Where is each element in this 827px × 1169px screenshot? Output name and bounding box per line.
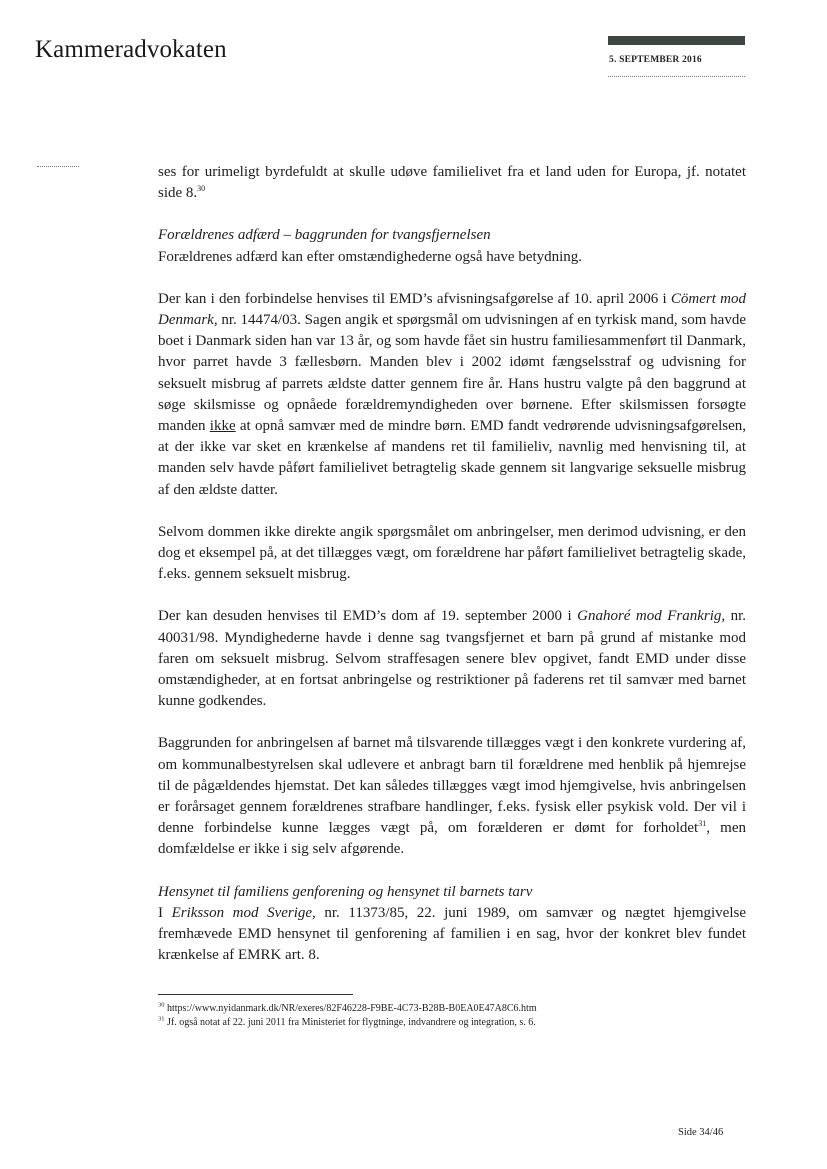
date-rule [608, 76, 745, 77]
footnote-ref-30[interactable]: 30 [197, 184, 206, 194]
page-number: Side 34/46 [678, 1127, 724, 1138]
case-name-eriksson: Eriksson mod Sverige, [171, 904, 316, 921]
footnote-ref-31[interactable]: 31 [698, 819, 707, 829]
section-heading-parents-conduct: Forældrenes adfærd – baggrunden for tvangsfjernelsen [158, 227, 491, 244]
footnote-rule [158, 994, 353, 995]
section-heading-family-reunification: Hensynet til familiens genforening og hensynet til barnets tarv [158, 883, 533, 900]
case-name-comert: Cömert mod Denmark, [158, 290, 746, 329]
header-bar [608, 36, 745, 45]
footnote-link[interactable]: https://www.nyidanmark.dk/NR/exeres/82F46228-F9BE-4C73-B28B-B0EA0E47A8C6.htm [167, 1003, 537, 1014]
emphasis-ikke: ikke [209, 418, 236, 435]
paragraph-4: Selvom dommen ikke direkte angik spørgsmålet om anbringelser, men derimod udvisning, er den dog et eksempel på, at det tillægges vægt, om forældrene har påført familielivet betragtelig skade, f.eks. gennem seksuelt misbrug. [158, 523, 746, 583]
brand-logo: Kammeradvokaten [35, 36, 227, 63]
paragraph-3: Der kan i den forbindelse henvises til EMD’s afvisningsafgørelse af 10. april 2006 i Cömert mod Denmark, nr. 14474/03. Sagen angik et spørgsmål om udvisningen af en tyrkisk mand, som havde boet i Danmark siden han var 13 år, og som havde fået sin hustru familiesammenført til Danmark, hvor parret havde 3 fællesbørn. Manden blev i 2002 idømt fængselsstraf og udvisning for seksuelt misbrug af parrets ældste datter gennem fire år. Hans hustru valgte på den baggrund at søge skilsmisse og opnåede forældremyndigheden over børnene. Efter skilsmissen forsøgte manden ikke at opnå samvær med de mindre børn. EMD fandt vedrørende udvisningsafgørelsen, at der ikke var sket en krænkelse af mandens ret til familieliv, navnlig med henvisning til, at manden selv havde påført familielivet betragtelig skade gennem sit langvarige seksuelle misbrug af den ældste datter. [158, 290, 746, 498]
paragraph-2: Forældrenes adfærd kan efter omstændighederne også have betydning. [158, 248, 583, 265]
paragraph-1: ses for urimeligt byrdefuldt at skulle udøve familielivet fra et land uden for Europa, jf. notatet side 8.30 [158, 164, 746, 202]
footnote-31: $^{31}$ Jf. også notat af 22. juni 2011 fra Ministeriet for flygtninge, indvandrere og integration, s. 6. [158, 1015, 536, 1028]
paragraph-6: Baggrunden for anbringelsen af barnet må tilsvarende tillægges vægt i den konkrete vurdering af, om kommunalbestyrelsen skal udlevere et anbragt barn til forældrene med henblik på hjemrejse til de pågældendes hjemstat. Det kan således tillægges vægt imod hjemgivelse, hvis anbringelsen er forårsaget gennem forældrenes strafbare handlinger, f.eks. fysisk eller psykisk vold. Der vil i denne forbindelse kunne lægges vægt på, om forælderen er dømt for forholdet$^{31}$, men domfældelse er ikke i sig selv afgørende. [158, 735, 746, 858]
margin-rule [37, 166, 79, 167]
footnotes [158, 1002, 746, 1030]
document-body [158, 162, 746, 967]
footnote-30: $^{30}$ https://www.nyidanmark.dk/NR/exeres/82F46228-F9BE-4C73-B28B-B0EA0E47A8C6.htm [158, 1001, 537, 1014]
paragraph-5: Der kan desuden henvises til EMD’s dom af 19. september 2000 i Gnahoré mod Frankrig, nr. 40031/98. Myndighederne havde i denne sag tvangsfjernet et barn på grund af mistanke mod faren om seksuelt misbrug. Selvom straffesagen senere blev opgivet, fandt EMD under disse omstændigheder, at en fortsat anbringelse og restriktioner på faderens ret til samvær med barnet kunne godkendes. [158, 608, 746, 710]
document-date: 5. SEPTEMBER 2016 [609, 55, 702, 65]
case-name-gnahore: Gnahoré mod Frankrig, [577, 608, 726, 625]
paragraph-7: I Eriksson mod Sverige, nr. 11373/85, 22. juni 1989, om samvær og nægtet hjemgivelse fremhævede EMD hensynet til genforening af familien i en sag, hvor der konkret blev fundet krænkelse af EMRK art. 8. [158, 904, 746, 964]
